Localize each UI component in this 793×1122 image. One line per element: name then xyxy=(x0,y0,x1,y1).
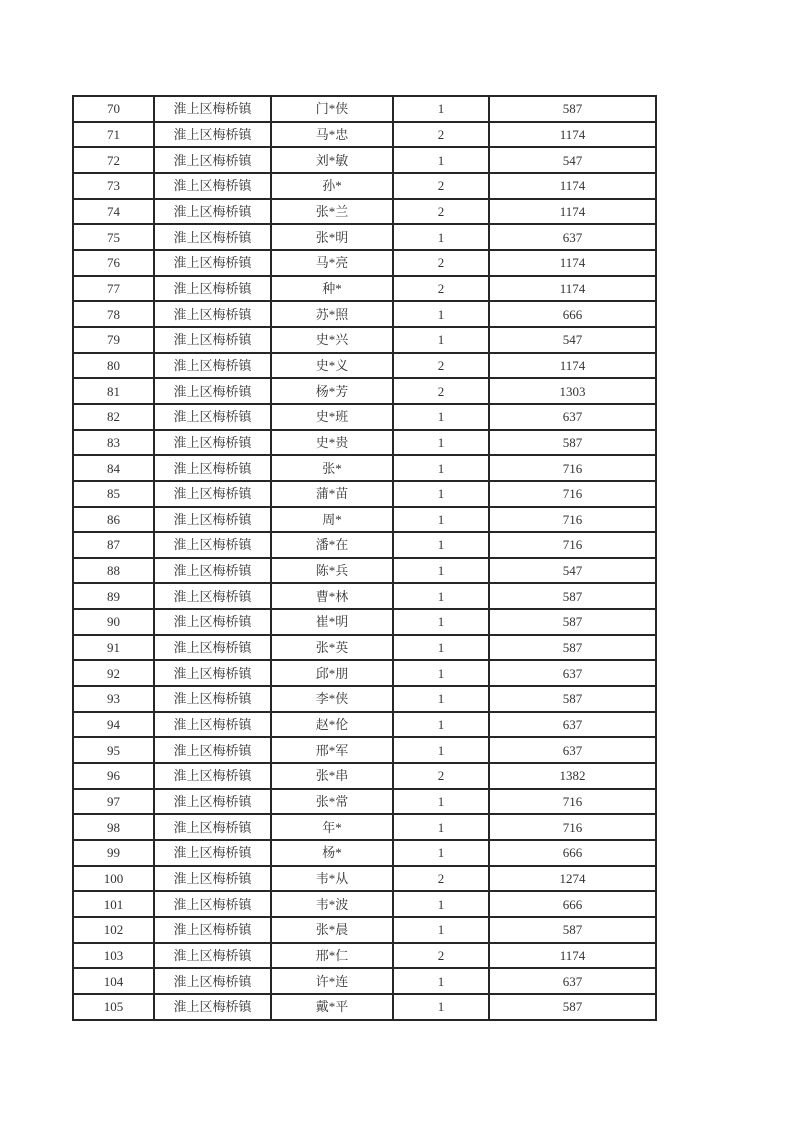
cell-row-number: 73 xyxy=(73,173,154,199)
cell-row-number: 81 xyxy=(73,378,154,404)
cell-row-number: 75 xyxy=(73,224,154,250)
cell-region: 淮上区梅桥镇 xyxy=(154,583,271,609)
cell-amount: 1174 xyxy=(489,353,656,379)
cell-amount: 716 xyxy=(489,532,656,558)
cell-count: 2 xyxy=(393,763,489,789)
cell-count: 1 xyxy=(393,917,489,943)
cell-row-number: 97 xyxy=(73,789,154,815)
cell-region: 淮上区梅桥镇 xyxy=(154,224,271,250)
cell-name: 张* xyxy=(271,455,393,481)
cell-name: 孙* xyxy=(271,173,393,199)
cell-name: 许*连 xyxy=(271,968,393,994)
cell-row-number: 94 xyxy=(73,712,154,738)
cell-region: 淮上区梅桥镇 xyxy=(154,199,271,225)
cell-amount: 666 xyxy=(489,891,656,917)
cell-row-number: 101 xyxy=(73,891,154,917)
cell-row-number: 76 xyxy=(73,250,154,276)
cell-name: 张*串 xyxy=(271,763,393,789)
cell-row-number: 91 xyxy=(73,635,154,661)
cell-count: 1 xyxy=(393,327,489,353)
cell-region: 淮上区梅桥镇 xyxy=(154,840,271,866)
table-body xyxy=(73,96,656,1020)
cell-amount: 547 xyxy=(489,327,656,353)
table-row xyxy=(73,147,656,173)
cell-row-number: 102 xyxy=(73,917,154,943)
cell-amount: 1174 xyxy=(489,276,656,302)
table-row xyxy=(73,917,656,943)
table-row xyxy=(73,327,656,353)
cell-amount: 666 xyxy=(489,840,656,866)
cell-amount: 587 xyxy=(489,917,656,943)
table-row xyxy=(73,224,656,250)
cell-count: 1 xyxy=(393,635,489,661)
table-row xyxy=(73,122,656,148)
cell-region: 淮上区梅桥镇 xyxy=(154,763,271,789)
cell-name: 张*兰 xyxy=(271,199,393,225)
cell-name: 年* xyxy=(271,814,393,840)
table-row xyxy=(73,276,656,302)
cell-row-number: 84 xyxy=(73,455,154,481)
cell-row-number: 86 xyxy=(73,507,154,533)
cell-name: 崔*明 xyxy=(271,609,393,635)
cell-count: 1 xyxy=(393,430,489,456)
cell-row-number: 88 xyxy=(73,558,154,584)
cell-count: 1 xyxy=(393,840,489,866)
cell-count: 2 xyxy=(393,866,489,892)
cell-count: 1 xyxy=(393,994,489,1020)
cell-count: 1 xyxy=(393,609,489,635)
cell-count: 1 xyxy=(393,224,489,250)
cell-name: 李*侠 xyxy=(271,686,393,712)
table-row xyxy=(73,353,656,379)
cell-amount: 587 xyxy=(489,609,656,635)
cell-region: 淮上区梅桥镇 xyxy=(154,635,271,661)
cell-region: 淮上区梅桥镇 xyxy=(154,686,271,712)
cell-name: 史*兴 xyxy=(271,327,393,353)
cell-name: 刘*敏 xyxy=(271,147,393,173)
table-row xyxy=(73,532,656,558)
table-row xyxy=(73,96,656,122)
cell-region: 淮上区梅桥镇 xyxy=(154,814,271,840)
cell-count: 1 xyxy=(393,583,489,609)
cell-count: 1 xyxy=(393,455,489,481)
cell-count: 1 xyxy=(393,558,489,584)
cell-row-number: 80 xyxy=(73,353,154,379)
cell-region: 淮上区梅桥镇 xyxy=(154,968,271,994)
cell-name: 陈*兵 xyxy=(271,558,393,584)
cell-name: 史*班 xyxy=(271,404,393,430)
cell-region: 淮上区梅桥镇 xyxy=(154,481,271,507)
table-row xyxy=(73,455,656,481)
cell-region: 淮上区梅桥镇 xyxy=(154,891,271,917)
table-row xyxy=(73,712,656,738)
cell-count: 1 xyxy=(393,481,489,507)
cell-name: 邱*朋 xyxy=(271,660,393,686)
cell-amount: 716 xyxy=(489,507,656,533)
table-row xyxy=(73,686,656,712)
cell-count: 1 xyxy=(393,737,489,763)
cell-region: 淮上区梅桥镇 xyxy=(154,532,271,558)
cell-region: 淮上区梅桥镇 xyxy=(154,353,271,379)
cell-row-number: 79 xyxy=(73,327,154,353)
table-row xyxy=(73,609,656,635)
cell-region: 淮上区梅桥镇 xyxy=(154,994,271,1020)
cell-row-number: 83 xyxy=(73,430,154,456)
cell-amount: 1174 xyxy=(489,199,656,225)
cell-name: 潘*在 xyxy=(271,532,393,558)
table-row xyxy=(73,789,656,815)
cell-name: 杨* xyxy=(271,840,393,866)
table-row xyxy=(73,583,656,609)
table-row xyxy=(73,635,656,661)
cell-count: 2 xyxy=(393,276,489,302)
cell-name: 门*侠 xyxy=(271,96,393,122)
cell-count: 1 xyxy=(393,404,489,430)
cell-region: 淮上区梅桥镇 xyxy=(154,276,271,302)
cell-row-number: 90 xyxy=(73,609,154,635)
cell-name: 史*贵 xyxy=(271,430,393,456)
cell-row-number: 78 xyxy=(73,301,154,327)
cell-region: 淮上区梅桥镇 xyxy=(154,917,271,943)
cell-amount: 637 xyxy=(489,737,656,763)
cell-row-number: 74 xyxy=(73,199,154,225)
cell-amount: 1382 xyxy=(489,763,656,789)
cell-amount: 1174 xyxy=(489,122,656,148)
table-row xyxy=(73,481,656,507)
cell-count: 2 xyxy=(393,353,489,379)
cell-name: 曹*林 xyxy=(271,583,393,609)
cell-region: 淮上区梅桥镇 xyxy=(154,866,271,892)
cell-count: 1 xyxy=(393,891,489,917)
cell-amount: 587 xyxy=(489,686,656,712)
table-row xyxy=(73,943,656,969)
cell-name: 韦*波 xyxy=(271,891,393,917)
cell-amount: 1174 xyxy=(489,173,656,199)
cell-region: 淮上区梅桥镇 xyxy=(154,789,271,815)
table-row xyxy=(73,968,656,994)
cell-row-number: 100 xyxy=(73,866,154,892)
cell-amount: 637 xyxy=(489,712,656,738)
cell-region: 淮上区梅桥镇 xyxy=(154,96,271,122)
cell-row-number: 93 xyxy=(73,686,154,712)
cell-region: 淮上区梅桥镇 xyxy=(154,558,271,584)
cell-count: 2 xyxy=(393,199,489,225)
table-row xyxy=(73,763,656,789)
cell-amount: 716 xyxy=(489,814,656,840)
cell-amount: 1174 xyxy=(489,943,656,969)
cell-amount: 1303 xyxy=(489,378,656,404)
cell-region: 淮上区梅桥镇 xyxy=(154,147,271,173)
table-row xyxy=(73,404,656,430)
cell-region: 淮上区梅桥镇 xyxy=(154,609,271,635)
cell-region: 淮上区梅桥镇 xyxy=(154,660,271,686)
cell-count: 2 xyxy=(393,378,489,404)
cell-name: 种* xyxy=(271,276,393,302)
table-row xyxy=(73,199,656,225)
cell-count: 1 xyxy=(393,147,489,173)
cell-amount: 637 xyxy=(489,968,656,994)
cell-name: 周* xyxy=(271,507,393,533)
cell-name: 邢*仁 xyxy=(271,943,393,969)
cell-row-number: 96 xyxy=(73,763,154,789)
table-row xyxy=(73,994,656,1020)
cell-region: 淮上区梅桥镇 xyxy=(154,404,271,430)
cell-name: 蒲*苗 xyxy=(271,481,393,507)
beneficiary-table xyxy=(72,95,657,1021)
cell-row-number: 104 xyxy=(73,968,154,994)
cell-row-number: 85 xyxy=(73,481,154,507)
cell-name: 戴*平 xyxy=(271,994,393,1020)
cell-region: 淮上区梅桥镇 xyxy=(154,173,271,199)
cell-name: 张*晨 xyxy=(271,917,393,943)
cell-name: 张*英 xyxy=(271,635,393,661)
table-row xyxy=(73,430,656,456)
cell-region: 淮上区梅桥镇 xyxy=(154,943,271,969)
cell-name: 马*忠 xyxy=(271,122,393,148)
cell-count: 1 xyxy=(393,686,489,712)
table-row xyxy=(73,737,656,763)
cell-row-number: 105 xyxy=(73,994,154,1020)
cell-row-number: 89 xyxy=(73,583,154,609)
cell-row-number: 82 xyxy=(73,404,154,430)
cell-amount: 587 xyxy=(489,635,656,661)
cell-count: 1 xyxy=(393,968,489,994)
cell-row-number: 70 xyxy=(73,96,154,122)
cell-amount: 1174 xyxy=(489,250,656,276)
cell-count: 1 xyxy=(393,712,489,738)
table-row xyxy=(73,840,656,866)
cell-row-number: 95 xyxy=(73,737,154,763)
cell-name: 韦*从 xyxy=(271,866,393,892)
cell-region: 淮上区梅桥镇 xyxy=(154,737,271,763)
table-row xyxy=(73,814,656,840)
cell-name: 张*明 xyxy=(271,224,393,250)
cell-count: 1 xyxy=(393,301,489,327)
cell-row-number: 92 xyxy=(73,660,154,686)
cell-count: 1 xyxy=(393,96,489,122)
cell-region: 淮上区梅桥镇 xyxy=(154,455,271,481)
cell-count: 1 xyxy=(393,532,489,558)
cell-row-number: 103 xyxy=(73,943,154,969)
table-row xyxy=(73,301,656,327)
cell-name: 赵*伦 xyxy=(271,712,393,738)
cell-count: 2 xyxy=(393,122,489,148)
cell-region: 淮上区梅桥镇 xyxy=(154,712,271,738)
cell-amount: 637 xyxy=(489,660,656,686)
cell-amount: 587 xyxy=(489,430,656,456)
cell-amount: 716 xyxy=(489,481,656,507)
cell-count: 2 xyxy=(393,943,489,969)
cell-count: 1 xyxy=(393,660,489,686)
cell-row-number: 98 xyxy=(73,814,154,840)
table-row xyxy=(73,173,656,199)
cell-amount: 666 xyxy=(489,301,656,327)
cell-amount: 547 xyxy=(489,147,656,173)
cell-name: 史*义 xyxy=(271,353,393,379)
cell-row-number: 99 xyxy=(73,840,154,866)
cell-amount: 547 xyxy=(489,558,656,584)
table-row xyxy=(73,660,656,686)
cell-row-number: 77 xyxy=(73,276,154,302)
cell-name: 苏*照 xyxy=(271,301,393,327)
table-row xyxy=(73,250,656,276)
cell-row-number: 72 xyxy=(73,147,154,173)
cell-amount: 716 xyxy=(489,789,656,815)
cell-name: 马*亮 xyxy=(271,250,393,276)
cell-row-number: 71 xyxy=(73,122,154,148)
cell-region: 淮上区梅桥镇 xyxy=(154,301,271,327)
cell-amount: 716 xyxy=(489,455,656,481)
cell-count: 2 xyxy=(393,173,489,199)
cell-count: 1 xyxy=(393,507,489,533)
cell-region: 淮上区梅桥镇 xyxy=(154,327,271,353)
cell-region: 淮上区梅桥镇 xyxy=(154,507,271,533)
table-row xyxy=(73,891,656,917)
cell-amount: 637 xyxy=(489,224,656,250)
table-row xyxy=(73,558,656,584)
cell-name: 张*常 xyxy=(271,789,393,815)
cell-row-number: 87 xyxy=(73,532,154,558)
cell-amount: 637 xyxy=(489,404,656,430)
cell-name: 邢*军 xyxy=(271,737,393,763)
cell-amount: 587 xyxy=(489,583,656,609)
cell-region: 淮上区梅桥镇 xyxy=(154,122,271,148)
cell-count: 1 xyxy=(393,789,489,815)
cell-amount: 587 xyxy=(489,994,656,1020)
table-row xyxy=(73,378,656,404)
cell-region: 淮上区梅桥镇 xyxy=(154,250,271,276)
cell-region: 淮上区梅桥镇 xyxy=(154,430,271,456)
cell-count: 2 xyxy=(393,250,489,276)
cell-amount: 1274 xyxy=(489,866,656,892)
cell-name: 杨*芳 xyxy=(271,378,393,404)
table-row xyxy=(73,866,656,892)
cell-amount: 587 xyxy=(489,96,656,122)
table-row xyxy=(73,507,656,533)
cell-count: 1 xyxy=(393,814,489,840)
cell-region: 淮上区梅桥镇 xyxy=(154,378,271,404)
